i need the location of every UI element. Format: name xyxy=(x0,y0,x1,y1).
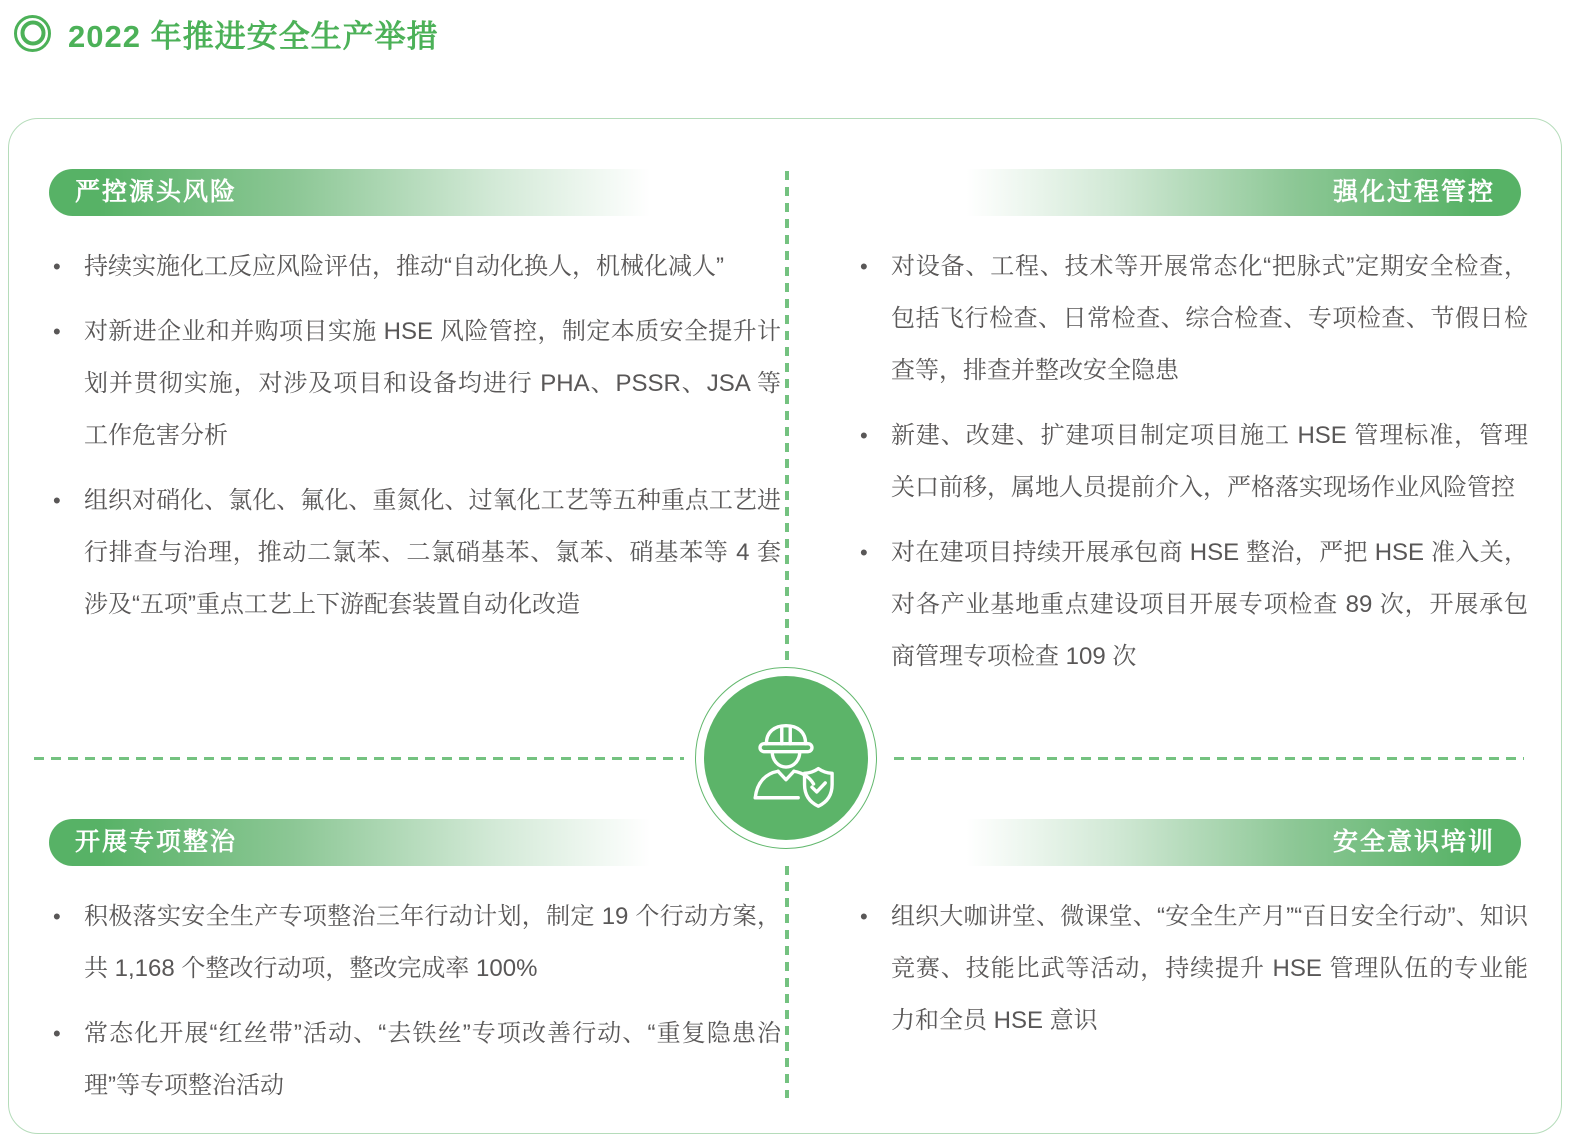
section-header-safety-training: 安全意识培训 xyxy=(861,819,1521,866)
list-item: • 对设备、工程、技术等开展常态化“把脉式”定期安全检查，包括飞行检查、日常检查、综合检查、专项检查、节假日检查等，排查并整改安全隐患 xyxy=(854,241,1528,397)
list-item: • 持续实施化工反应风险评估，推动“自动化换人，机械化减人” xyxy=(47,241,781,293)
horizontal-dashed-divider-right xyxy=(894,757,1524,760)
horizontal-dashed-divider-left xyxy=(34,757,684,760)
section-header-process-control: 强化过程管控 xyxy=(861,169,1521,216)
list-item: • 常态化开展“红丝带”活动、“去铁丝”专项改善行动、“重复隐患治理”等专项整治活动 xyxy=(47,1008,781,1112)
list-item: • 对在建项目持续开展承包商 HSE 整治，严把 HSE 准入关，对各产业基地重点建设项目开展专项检查 89 次，开展承包商管理专项检查 109 次 xyxy=(854,527,1528,683)
center-badge-ring xyxy=(695,667,877,849)
bullet-list-special-rectification xyxy=(47,891,781,1125)
vertical-dashed-divider-bottom xyxy=(785,866,789,1098)
list-item: • 组织对硝化、氯化、氟化、重氮化、过氧化工艺等五种重点工艺进行排查与治理，推动二氯苯、二氯硝基苯、氯苯、硝基苯等 4 套涉及“五项”重点工艺上下游配套装置自动化改造 xyxy=(47,475,781,631)
target-circle-icon xyxy=(14,15,51,52)
bullet-list-source-risk xyxy=(47,241,781,644)
bullet-list-safety-training xyxy=(854,891,1528,1060)
list-item: • 积极落实安全生产专项整治三年行动计划，制定 19 个行动方案，共 1,168 个整改行动项，整改完成率 100% xyxy=(47,891,781,995)
worker-helmet-shield-check-icon xyxy=(704,676,868,840)
bullet-list-process-control xyxy=(854,241,1528,696)
safety-measures-panel xyxy=(8,118,1562,1134)
page-title: 2022 年推进安全生产举措 xyxy=(68,18,439,54)
list-item: • 组织大咖讲堂、微课堂、“安全生产月”“百日安全行动”、知识竞赛、技能比武等活动，持续提升 HSE 管理队伍的专业能力和全员 HSE 意识 xyxy=(854,891,1528,1047)
section-header-source-risk: 严控源头风险 xyxy=(49,169,765,216)
list-item: • 新建、改建、扩建项目制定项目施工 HSE 管理标准，管理关口前移，属地人员提前介入，严格落实现场作业风险管控 xyxy=(854,410,1528,514)
section-header-special-rectification: 开展专项整治 xyxy=(49,819,765,866)
list-item: • 对新进企业和并购项目实施 HSE 风险管控，制定本质安全提升计划并贯彻实施，对涉及项目和设备均进行 PHA、PSSR、JSA 等工作危害分析 xyxy=(47,306,781,462)
page-title-row xyxy=(14,10,439,56)
vertical-dashed-divider-top xyxy=(785,171,789,667)
